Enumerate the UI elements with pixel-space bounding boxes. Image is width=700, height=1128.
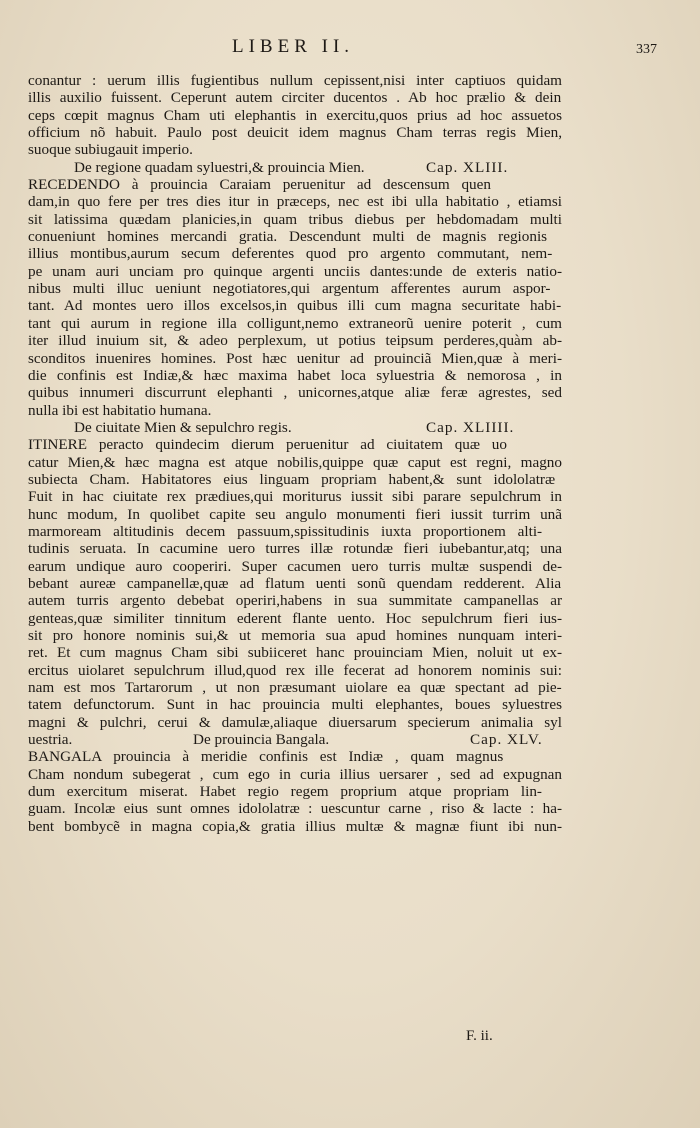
text-line: marmoream altitudinis decem passuum,spissitudinis iuxta proportionem alti- (28, 522, 543, 540)
text-line: dam,in quo fere per tres dies itur in præceps, nec est ibi ulla habitatio , etiamsi (28, 193, 562, 211)
text-line: autem turris argento debebat operiri,habens in sua summitate campanellas ar (28, 592, 562, 610)
chapter-number: Cap. XLIIII. (426, 418, 515, 436)
text-line: uestria. (28, 731, 73, 749)
text-line: tant. Ad montes uero illos excelsos,in quibus illi cum magna securitate habi- (28, 297, 562, 315)
chapter-heading: De regione quadam syluestri,& prouincia Mien. (74, 158, 365, 176)
text-line: ITINERE peracto quindecim dierum peruenitur ad ciuitatem quæ uo (28, 436, 507, 454)
running-head-title: LIBER II. (232, 36, 355, 57)
chapter-number: Cap. XLV. (470, 731, 543, 749)
text-line: earum undique auro cooperiri. Super cacumen uero turris multæ suspendi de- (28, 557, 562, 575)
section-heading (28, 159, 562, 176)
text-line: bebant aureæ campanellæ,quæ ad flatum uenti sonũ quendam redderent. Alia (28, 574, 562, 592)
text-line: magni & pulchri, cerui & damulæ,aliaque diuersarum specierum animalia syl (28, 713, 562, 731)
signature-mark: F. ii. (466, 1028, 493, 1044)
text-line: ceps cœpit magnus Cham uti elephantis in exercitu,quos prius ad hoc assuetos (28, 106, 562, 124)
text-line: quibus innumeri discurrunt elephanti , unicornes,atque aliæ feræ agrestes, sed (28, 384, 562, 402)
text-line: conueniunt homines mercandi gratia. Descendunt multi de magnis regionis (28, 228, 548, 246)
text-line: tatem defunctorum. Sunt in hac prouincia multi elephantes, boues syluestres (28, 696, 562, 714)
text-line: suoque subiugauit imperio. (28, 141, 193, 159)
page-footer (0, 1028, 700, 1050)
chapter-heading: De prouincia Bangala. (193, 731, 330, 749)
text-line: tant qui aurum in regione illa colligunt,nemo extraneorũ uenire poterit , cum (28, 314, 562, 332)
text-line: ret. Et cum magnus Cham sibi subiiceret hanc prouinciam Mien, noluit ut ex- (28, 644, 562, 662)
text-line: bent bombycẽ in magna copia,& gratia illius multæ & magnæ fiunt ibi nun- (28, 817, 562, 835)
text-line: ercitus uiolaret sepulchrum illud,quod rex ille fecerat ad honorem nominis sui: (28, 661, 562, 679)
chapter-heading: De ciuitate Mien & sepulchro regis. (74, 418, 292, 436)
text-line: sit latissima quædam planicies,in quam tribus diebus per hebdomadam multi (28, 210, 562, 228)
text-line: Fuit in hac ciuitate rex prædiues,qui moriturus iussit sibi parare sepulchrum in (28, 488, 562, 506)
text-line: conantur : uerum illis fugientibus nullum cepissent,nisi inter captiuos quidam (28, 72, 562, 89)
text-line: BANGALA prouincia à meridie confinis est Indiæ , quam magnus (28, 748, 504, 766)
text-line: hunc modum, In quolibet capite seu angulo monumenti fieri iussit turrim unã (28, 505, 562, 523)
text-line: dum exercitum miserat. Habet regio regem proprium atque propriam lin- (28, 783, 542, 801)
text-line: genteas,quæ similiter tinnitum ederent flante uento. Hoc sepulchrum fieri ius- (28, 609, 562, 627)
text-line: tudinis seruata. In cacumine uero turres illæ rotundæ fieri iubebantur,atq; una (28, 540, 562, 558)
text-line: Cham nondum subegerat , cum ego in curia illius uersarer , sed ad expugnan (28, 765, 562, 783)
section-heading (28, 731, 562, 748)
text-line: nam est mos Tartarorum , ut non præsumant uiolare ea quæ spectant ad pie- (28, 679, 562, 697)
text-body (28, 72, 562, 835)
text-line: pe unam auri unciam pro quinque argenti unciis dantes:unde de exteris natio- (28, 262, 562, 280)
chapter-number: Cap. XLIII. (426, 158, 509, 176)
text-line: sit pro honore nominis sui,& ut memoria sua apud homines nunquam interi- (28, 627, 562, 644)
text-line: illius montibus,aurum secum deferentes quod pro argento commutant, nem- (28, 245, 553, 263)
running-head (0, 36, 700, 60)
text-line: officium nõ habuit. Paulo post deuicit idem magnus Cham terras regis Mien, (28, 124, 562, 142)
text-line: RECEDENDO à prouincia Caraiam peruenitur ad descensum quen (28, 176, 491, 194)
text-line: sconditos inuenires homines. Post hæc uenitur ad prouinciã Mien,quæ à meri- (28, 349, 562, 367)
section-heading (28, 419, 562, 436)
text-line: iter illud inuium sit, & adeo perplexum, ut potius teipsum perderes,quàm ab- (28, 332, 562, 350)
text-line: nibus multi illuc ueniunt negotiatores,qui argentum afferentes aurum aspor- (28, 280, 551, 298)
text-line: subiecta Cham. Habitatores eius linguam propriam habent,& sunt idololatræ (28, 470, 556, 488)
folio-number: 337 (636, 42, 657, 57)
text-line: illis auxilio fuissent. Ceperunt autem circiter ducentos . Ab hoc prælio & dein (28, 89, 562, 107)
text-line: guam. Incolæ eius sunt omnes idololatræ : uescuntur carne , riso & lacte : ha- (28, 800, 562, 818)
text-line: catur Mien,& hæc magna est atque nobilis,quippe quæ caput est regni, magno (28, 453, 562, 471)
text-line: die confinis est Indiæ,& hæc maxima habet loca syluestria & nemorosa , in (28, 366, 562, 384)
text-line: nulla ibi est habitatio humana. (28, 401, 212, 419)
